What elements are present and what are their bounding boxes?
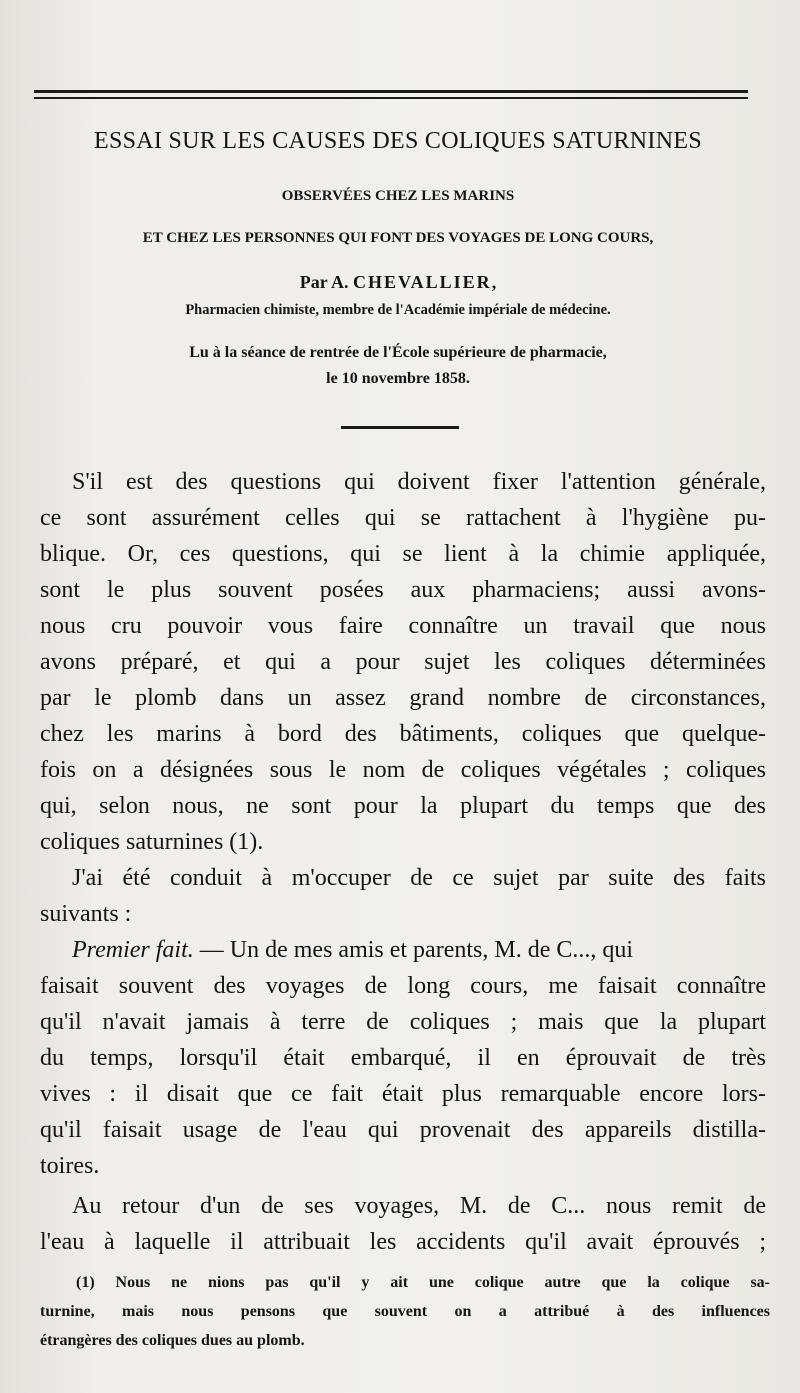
author-prefix: Par A. [299, 272, 349, 292]
body-line: du temps, lorsqu'il était embarqué, il en éprouvait de très [40, 1045, 766, 1071]
body-line: Au retour d'un de ses voyages, M. de C... nous remit de [72, 1193, 766, 1219]
body-line: qu'il faisait usage de l'eau qui provenait des appareils distilla- [40, 1117, 766, 1143]
body-line: l'eau à laquelle il attribuait les accidents qu'il avait éprouvés ; [40, 1229, 766, 1255]
article-subtitle-1: OBSERVÉES CHEZ LES MARINS [281, 188, 515, 204]
body-line: suivants : [40, 901, 132, 927]
section-divider [341, 426, 459, 429]
body-line: blique. Or, ces questions, qui se lient à la chimie appliquée, [40, 541, 766, 567]
footnote-line: étrangères des coliques dues au plomb. [40, 1332, 305, 1349]
body-line: qui, selon nous, ne sont pour la plupart du temps que des [40, 793, 766, 819]
author-name: CHEVALLIER [352, 272, 492, 292]
body-line: nous cru pouvoir vous faire connaître un travail que nous [40, 613, 766, 639]
body-line: par le plomb dans un assez grand nombre de circonstances, [40, 685, 766, 711]
author-line [40, 272, 756, 293]
article-subtitle-2: ET CHEZ LES PERSONNES QUI FONT DES VOYAGES DE LONG COURS, [142, 230, 654, 246]
body-line [72, 934, 766, 966]
body-line: J'ai été conduit à m'occuper de ce sujet par suite des faits [72, 865, 766, 891]
body-line: toires. [40, 1153, 100, 1179]
body-line: ce sont assurément celles qui se rattachent à l'hygiène pu- [40, 505, 766, 531]
body-line: chez les marins à bord des bâtiments, coliques que quelque- [40, 721, 766, 747]
footnote-line: turnine, mais nous pensons que souvent on a attribué à des influences [40, 1303, 770, 1320]
author-affiliation: Pharmacien chimiste, membre de l'Académie impériale de médecine. [185, 302, 611, 318]
body-line: faisait souvent des voyages de long cours, me faisait connaître [40, 973, 766, 999]
fact-heading: Premier fait. [72, 937, 194, 963]
body-line: vives : il disait que ce fait était plus remarquable encore lors- [40, 1081, 766, 1107]
body-line: S'il est des questions qui doivent fixer l'attention générale, [72, 469, 766, 495]
reading-note-line-2: le 10 novembre 1858. [326, 370, 470, 387]
article-title: ESSAI SUR LES CAUSES DES COLIQUES SATURNINES [94, 128, 702, 154]
header-double-rule [34, 90, 748, 99]
footnote-line: (1) Nous ne nions pas qu'il y ait une colique autre que la colique sa- [76, 1274, 770, 1291]
body-line: sont le plus souvent posées aux pharmaciens; aussi avons- [40, 577, 766, 603]
body-line: avons préparé, et qui a pour sujet les coliques déterminées [40, 649, 766, 675]
author-suffix: , [491, 272, 497, 292]
body-line: coliques saturnines (1). [40, 829, 264, 855]
fact-text: — Un de mes amis et parents, M. de C..., qui [193, 937, 634, 963]
body-line: fois on a désignées sous le nom de coliques végétales ; coliques [40, 757, 766, 783]
body-line: qu'il n'avait jamais à terre de coliques ; mais que la plupart [40, 1009, 766, 1035]
reading-note-line-1: Lu à la séance de rentrée de l'École supérieure de pharmacie, [189, 344, 607, 361]
